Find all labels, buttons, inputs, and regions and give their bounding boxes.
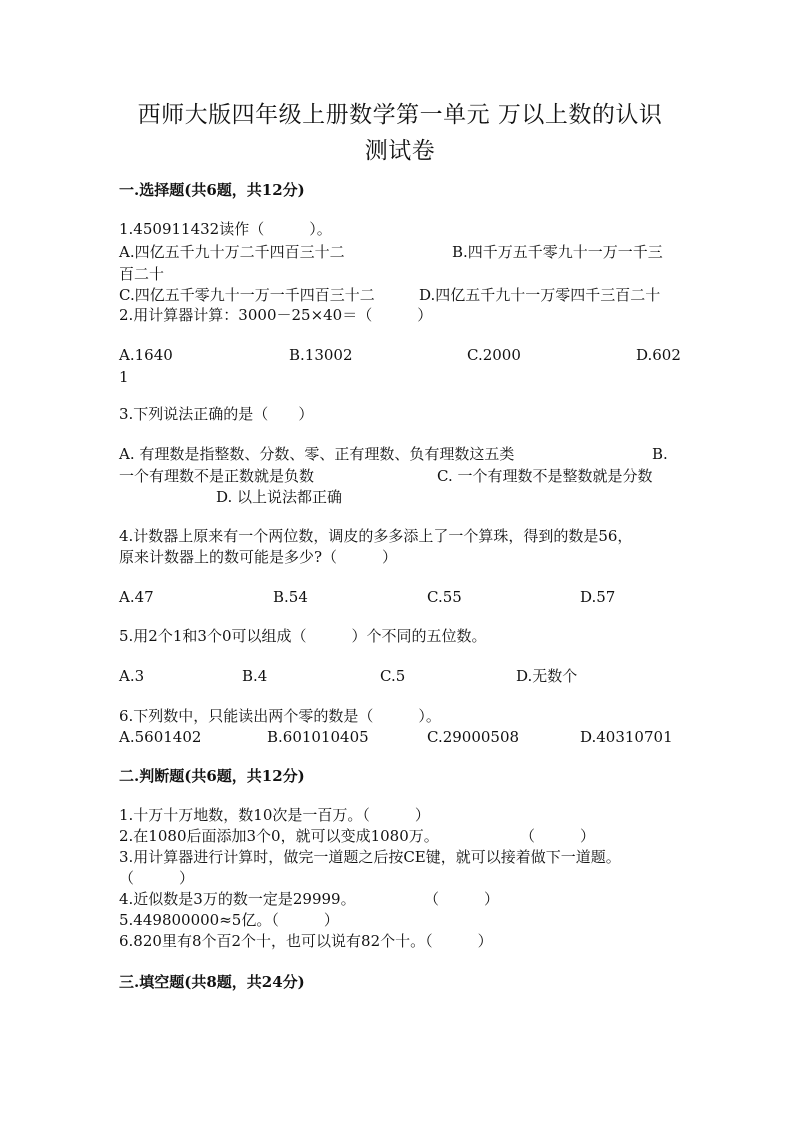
question-6-option-d: D.40310701 [580,728,673,746]
question-5-option-d: D.无数个 [516,667,578,685]
judgement-2: 2.在1080后面添加3个0，就可以变成1080万。 [119,827,439,845]
question-6-stem: 6.下列数中，只能读出两个零的数是（ ）。 [119,707,441,725]
question-2-option-b: B.13002 [289,346,353,364]
judgement-5: 5.449800000≈5亿。（ ） [119,911,339,929]
question-4-option-d: D.57 [580,588,616,606]
judgement-4: 4.近似数是3万的数一定是29999。 [119,890,356,908]
question-5-option-b: B.4 [242,667,268,685]
question-3-option-b: 一个有理数不是正数就是负数 [119,467,315,485]
question-1-stem: 1.450911432读作（ ）。 [119,220,332,238]
title-line-2: 测试卷 [364,138,436,164]
question-2-option-c: C.2000 [467,346,521,364]
title-line-1: 西师大版四年级上册数学第一单元 万以上数的认识 [137,102,663,128]
question-4-option-c: C.55 [427,588,462,606]
question-3-option-b-label: B. [652,445,668,463]
question-5-option-a: A.3 [119,667,145,685]
question-6-option-a: A.5601402 [119,728,202,746]
judgement-4-blank: （ ） [424,890,500,908]
judgement-2-blank: （ ） [520,827,596,845]
question-6-option-b: B.601010405 [267,728,369,746]
question-3-option-a: A. 有理数是指整数、分数、零、正有理数、负有理数这五类 [119,445,515,463]
question-2-option-d-cont: 1 [119,368,129,386]
question-1-option-d: D.四亿五千九十一万零四千三百二十 [419,286,661,304]
judgement-3-blank: （ ） [119,869,195,887]
question-4-stem-line-1: 4.计数器上原来有一个两位数，调皮的多多添上了一个算珠，得到的数是56， [119,527,633,545]
judgement-3: 3.用计算器进行计算时，做完一道题之后按CE键，就可以接着做下一道题。 [119,848,621,866]
question-2-option-a: A.1640 [119,346,173,364]
question-1-option-a: A.四亿五千九十万二千四百三十二 [119,243,345,261]
question-6-option-c: C.29000508 [427,728,520,746]
question-1-option-b-cont: 百二十 [119,265,165,283]
question-4-option-b: B.54 [273,588,308,606]
section-heading-choice: 一.选择题(共6题，共12分) [119,181,305,199]
question-1-option-c: C.四亿五千零九十一万一千四百三十二 [119,286,375,304]
section-heading-judgement: 二.判断题(共6题，共12分) [119,767,305,785]
question-3-option-c: C. 一个有理数不是整数就是分数 [437,467,653,485]
question-5-stem: 5.用2个1和3个0可以组成（ ）个不同的五位数。 [119,627,487,645]
question-4-option-a: A.47 [119,588,154,606]
question-3-option-d: D. 以上说法都正确 [216,488,343,506]
question-2-option-d: D.602 [636,346,681,364]
question-1-option-b: B.四千万五千零九十一万一千三 [452,243,663,261]
question-3-stem: 3.下列说法正确的是（ ） [119,405,314,423]
judgement-6: 6.820里有8个百2个十，也可以说有82个十。（ ） [119,932,493,950]
question-5-option-c: C.5 [380,667,406,685]
judgement-1: 1.十万十万地数，数10次是一百万。（ ） [119,806,430,824]
section-heading-fill-in: 三.填空题(共8题，共24分) [119,973,305,991]
question-4-stem-line-2: 原来计数器上的数可能是多少?（ ） [119,548,398,566]
question-2-stem: 2.用计算器计算：3000－25×40＝（ ） [119,306,433,324]
